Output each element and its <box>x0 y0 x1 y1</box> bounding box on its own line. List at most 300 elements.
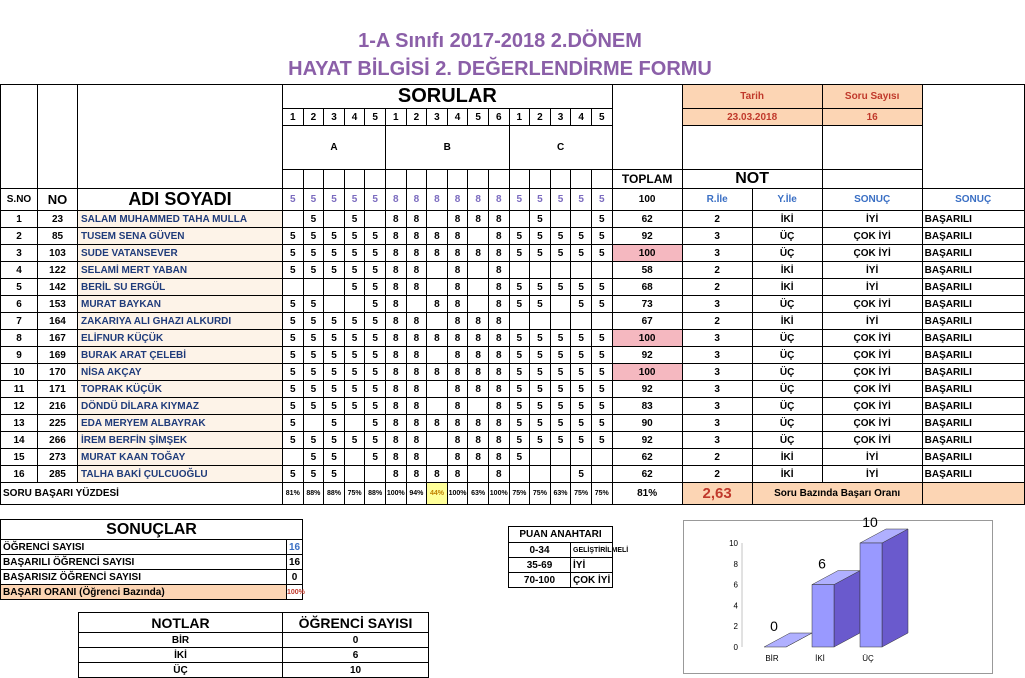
student-name: SALAM MUHAMMED TAHA MULLA <box>78 211 283 228</box>
tarih-label: Tarih <box>682 85 822 109</box>
score-cell: 5 <box>550 364 571 381</box>
score-cell: 5 <box>283 381 304 398</box>
score-cell <box>571 313 592 330</box>
table-row <box>1 211 1025 228</box>
student-sno: 4 <box>1 262 38 279</box>
question-points: 5 <box>571 189 592 211</box>
score-cell: 5 <box>324 381 345 398</box>
question-number: 3 <box>550 109 571 126</box>
score-cell: 5 <box>591 211 612 228</box>
score-cell <box>303 415 324 432</box>
score-cell: 5 <box>365 432 386 449</box>
score-cell <box>550 313 571 330</box>
student-no: 171 <box>38 381 78 398</box>
score-cell <box>550 211 571 228</box>
score-cell: 8 <box>447 449 468 466</box>
score-cell: 5 <box>509 449 530 466</box>
score-cell: 5 <box>303 466 324 483</box>
student-y-ile: İKİ <box>752 211 822 228</box>
student-sno: 6 <box>1 296 38 313</box>
score-cell: 5 <box>365 228 386 245</box>
student-no: 169 <box>38 347 78 364</box>
student-r-ile: 3 <box>682 228 752 245</box>
score-cell <box>427 279 448 296</box>
y-tick-label: 10 <box>729 539 738 548</box>
score-cell: 5 <box>344 228 365 245</box>
score-cell <box>468 398 489 415</box>
table-row <box>1 381 1025 398</box>
score-cell <box>468 296 489 313</box>
score-cell: 5 <box>571 347 592 364</box>
score-cell: 5 <box>550 432 571 449</box>
student-basari: BAŞARILI <box>922 432 1024 449</box>
score-cell: 8 <box>468 449 489 466</box>
score-cell: 5 <box>591 279 612 296</box>
student-y-ile: ÜÇ <box>752 228 822 245</box>
student-total: 92 <box>612 381 682 398</box>
results-label: BAŞARI ORANI (Öğrenci Bazında) <box>1 585 287 600</box>
bar-top <box>764 633 812 647</box>
table-row <box>1 398 1025 415</box>
student-name: MURAT KAAN TOĞAY <box>78 449 283 466</box>
score-cell: 5 <box>324 415 345 432</box>
score-cell <box>427 347 448 364</box>
score-cell <box>344 415 365 432</box>
sonuc-header: SONUÇ <box>822 189 922 211</box>
score-cell: 8 <box>427 364 448 381</box>
results-value: 100% <box>287 585 303 600</box>
score-cell: 5 <box>303 296 324 313</box>
score-cell: 8 <box>488 466 509 483</box>
score-cell: 5 <box>324 347 345 364</box>
bar <box>812 585 834 647</box>
notes-value: 6 <box>283 648 429 663</box>
score-cell: 5 <box>303 347 324 364</box>
score-cell <box>303 279 324 296</box>
data-label: 6 <box>818 555 826 572</box>
category-label: BİR <box>765 654 779 663</box>
score-cell <box>324 211 345 228</box>
student-total: 67 <box>612 313 682 330</box>
student-basari: BAŞARILI <box>922 279 1024 296</box>
score-cell: 8 <box>385 347 406 364</box>
notes-header: NOTLAR <box>79 613 283 633</box>
grade-distribution-chart <box>683 514 993 674</box>
header-blank <box>612 85 682 170</box>
score-cell: 8 <box>385 466 406 483</box>
header-blank <box>324 170 345 189</box>
score-cell: 5 <box>344 211 365 228</box>
score-cell <box>427 449 448 466</box>
score-cell: 5 <box>283 347 304 364</box>
category-label: ÜÇ <box>862 654 874 663</box>
score-cell: 5 <box>591 364 612 381</box>
score-cell: 5 <box>530 330 551 347</box>
score-cell: 5 <box>303 262 324 279</box>
points-total: 100 <box>612 189 682 211</box>
score-cell: 5 <box>591 415 612 432</box>
key-label: GELİŞTİRİLMELİ <box>571 543 613 558</box>
question-number: 5 <box>591 109 612 126</box>
question-percent: 88% <box>365 483 386 505</box>
question-points: 8 <box>385 189 406 211</box>
score-cell: 5 <box>365 262 386 279</box>
score-cell: 5 <box>530 364 551 381</box>
score-cell: 8 <box>447 330 468 347</box>
score-cell: 8 <box>385 313 406 330</box>
table-row <box>509 558 613 573</box>
student-basari: BAŞARILI <box>922 313 1024 330</box>
score-cell: 8 <box>468 211 489 228</box>
header-blank <box>509 170 530 189</box>
table-row <box>1 449 1025 466</box>
question-percent: 63% <box>550 483 571 505</box>
y-tick-label: 4 <box>733 601 738 611</box>
score-cell: 5 <box>571 364 592 381</box>
key-range: 70-100 <box>509 573 571 588</box>
score-cell: 5 <box>530 381 551 398</box>
score-cell <box>550 262 571 279</box>
score-cell: 8 <box>406 381 427 398</box>
score-cell: 5 <box>571 466 592 483</box>
score-cell: 5 <box>509 415 530 432</box>
score-cell: 5 <box>571 296 592 313</box>
student-sonuc: ÇOK İYİ <box>822 381 922 398</box>
score-cell: 5 <box>530 398 551 415</box>
score-cell: 5 <box>550 279 571 296</box>
score-cell: 5 <box>591 245 612 262</box>
score-cell: 5 <box>303 449 324 466</box>
score-cell: 5 <box>324 364 345 381</box>
score-cell: 8 <box>385 228 406 245</box>
score-cell: 5 <box>509 347 530 364</box>
score-cell <box>509 262 530 279</box>
table-row <box>1 189 1025 211</box>
table-row <box>1 432 1025 449</box>
score-cell: 8 <box>447 279 468 296</box>
score-cell: 5 <box>365 296 386 313</box>
score-cell: 8 <box>488 415 509 432</box>
avg-label: Soru Bazında Başarı Oranı <box>752 483 922 505</box>
score-cell: 8 <box>406 466 427 483</box>
student-y-ile: İKİ <box>752 449 822 466</box>
student-sno: 14 <box>1 432 38 449</box>
score-cell <box>283 279 304 296</box>
results-value: 16 <box>287 555 303 570</box>
score-cell: 5 <box>303 330 324 347</box>
score-cell: 8 <box>385 398 406 415</box>
student-sonuc: ÇOK İYİ <box>822 330 922 347</box>
student-sonuc: ÇOK İYİ <box>822 415 922 432</box>
score-cell: 5 <box>571 330 592 347</box>
total-percent: 81% <box>612 483 682 505</box>
score-cell: 5 <box>303 313 324 330</box>
score-cell: 8 <box>427 466 448 483</box>
student-total: 62 <box>612 449 682 466</box>
student-y-ile: ÜÇ <box>752 245 822 262</box>
score-cell: 5 <box>283 228 304 245</box>
score-cell: 5 <box>344 279 365 296</box>
table-row <box>79 663 429 678</box>
score-cell: 5 <box>344 381 365 398</box>
student-total: 92 <box>612 432 682 449</box>
question-points: 5 <box>344 189 365 211</box>
header-blank <box>922 85 1024 189</box>
question-number: 1 <box>385 109 406 126</box>
header-blank <box>530 170 551 189</box>
student-basari: BAŞARILI <box>922 296 1024 313</box>
group-b-header: B <box>385 126 509 170</box>
question-number: 2 <box>303 109 324 126</box>
score-cell: 5 <box>344 347 365 364</box>
question-number: 5 <box>365 109 386 126</box>
score-cell: 5 <box>571 228 592 245</box>
student-name: DÖNDÜ DİLARA KIYMAZ <box>78 398 283 415</box>
score-cell <box>365 466 386 483</box>
sno-header: S.NO <box>1 189 38 211</box>
score-cell <box>427 262 448 279</box>
score-cell: 8 <box>406 245 427 262</box>
score-cell <box>283 449 304 466</box>
score-cell: 8 <box>385 381 406 398</box>
student-name: MURAT BAYKAN <box>78 296 283 313</box>
student-y-ile: ÜÇ <box>752 415 822 432</box>
student-y-ile: ÜÇ <box>752 432 822 449</box>
data-label: 0 <box>770 618 778 634</box>
score-cell: 8 <box>406 313 427 330</box>
header-blank <box>571 170 592 189</box>
student-no: 103 <box>38 245 78 262</box>
student-sonuc: ÇOK İYİ <box>822 296 922 313</box>
score-cell: 5 <box>365 347 386 364</box>
table-row <box>79 613 429 633</box>
student-total: 58 <box>612 262 682 279</box>
student-basari: BAŞARILI <box>922 211 1024 228</box>
student-name: TUSEM SENA GÜVEN <box>78 228 283 245</box>
student-sonuc: ÇOK İYİ <box>822 398 922 415</box>
student-no: 225 <box>38 415 78 432</box>
score-cell: 8 <box>468 432 489 449</box>
score-cell <box>591 262 612 279</box>
score-cell: 8 <box>406 211 427 228</box>
score-key-table <box>508 526 629 588</box>
y-tick-label: 8 <box>733 559 738 569</box>
question-number: 3 <box>324 109 345 126</box>
score-cell: 5 <box>591 330 612 347</box>
student-sno: 1 <box>1 211 38 228</box>
header-blank <box>78 85 283 189</box>
score-cell: 5 <box>571 279 592 296</box>
notes-label: ÜÇ <box>79 663 283 678</box>
score-cell: 8 <box>385 262 406 279</box>
score-cell: 8 <box>488 313 509 330</box>
student-total: 92 <box>612 228 682 245</box>
header-blank <box>822 126 922 170</box>
score-cell <box>591 466 612 483</box>
student-total: 92 <box>612 347 682 364</box>
student-sonuc: ÇOK İYİ <box>822 245 922 262</box>
table-row <box>1 585 303 600</box>
score-cell: 8 <box>406 449 427 466</box>
student-sonuc: ÇOK İYİ <box>822 228 922 245</box>
header-blank <box>488 170 509 189</box>
score-cell: 5 <box>324 245 345 262</box>
student-no: 85 <box>38 228 78 245</box>
results-label: ÖĞRENCİ SAYISI <box>1 540 287 555</box>
question-number: 4 <box>447 109 468 126</box>
score-cell: 8 <box>447 313 468 330</box>
score-cell: 5 <box>283 466 304 483</box>
notes-label: BİR <box>79 633 283 648</box>
table-row <box>1 540 303 555</box>
category-label: İKİ <box>815 654 825 663</box>
sonuc-header-2: SONUÇ <box>922 189 1024 211</box>
score-cell: 5 <box>303 364 324 381</box>
question-percent: 100% <box>385 483 406 505</box>
score-cell: 8 <box>488 381 509 398</box>
score-cell <box>427 211 448 228</box>
score-cell: 5 <box>283 262 304 279</box>
student-sonuc: İYİ <box>822 449 922 466</box>
student-basari: BAŞARILI <box>922 415 1024 432</box>
score-cell: 5 <box>283 364 304 381</box>
key-range: 0-34 <box>509 543 571 558</box>
student-sonuc: ÇOK İYİ <box>822 347 922 364</box>
score-cell: 8 <box>468 415 489 432</box>
key-title: PUAN ANAHTARI <box>509 527 613 543</box>
student-basari: BAŞARILI <box>922 381 1024 398</box>
score-cell: 8 <box>447 296 468 313</box>
score-cell: 8 <box>447 228 468 245</box>
score-cell: 5 <box>303 398 324 415</box>
score-cell: 8 <box>427 245 448 262</box>
student-sno: 11 <box>1 381 38 398</box>
student-name: NİSA AKÇAY <box>78 364 283 381</box>
student-sonuc: İYİ <box>822 211 922 228</box>
score-cell: 8 <box>447 415 468 432</box>
score-cell <box>427 432 448 449</box>
tarih-value: 23.03.2018 <box>682 109 822 126</box>
score-cell: 5 <box>571 415 592 432</box>
table-row <box>79 648 429 663</box>
score-cell: 5 <box>550 398 571 415</box>
score-cell <box>550 466 571 483</box>
score-cell: 8 <box>385 245 406 262</box>
score-cell: 8 <box>406 364 427 381</box>
score-cell: 5 <box>550 245 571 262</box>
student-no: 167 <box>38 330 78 347</box>
question-percent: 100% <box>447 483 468 505</box>
score-cell: 5 <box>365 364 386 381</box>
score-cell: 8 <box>488 228 509 245</box>
student-r-ile: 3 <box>682 245 752 262</box>
score-cell: 5 <box>303 228 324 245</box>
bar-side <box>882 529 908 647</box>
score-cell: 8 <box>385 211 406 228</box>
student-name: TALHA BAKİ ÇULCUOĞLU <box>78 466 283 483</box>
score-cell: 5 <box>303 211 324 228</box>
score-cell: 5 <box>509 279 530 296</box>
student-no: 266 <box>38 432 78 449</box>
score-cell: 8 <box>447 211 468 228</box>
bar <box>860 543 882 647</box>
score-cell: 5 <box>591 381 612 398</box>
table-row <box>1 228 1025 245</box>
student-basari: BAŞARILI <box>922 398 1024 415</box>
student-name: BERİL SU ERGÜL <box>78 279 283 296</box>
score-cell: 8 <box>385 296 406 313</box>
score-cell <box>344 296 365 313</box>
header-blank <box>682 126 822 170</box>
score-cell: 5 <box>571 245 592 262</box>
student-total: 90 <box>612 415 682 432</box>
question-points: 5 <box>324 189 345 211</box>
score-cell: 8 <box>406 330 427 347</box>
table-row <box>1 364 1025 381</box>
score-cell: 5 <box>530 245 551 262</box>
score-cell: 5 <box>344 364 365 381</box>
student-basari: BAŞARILI <box>922 466 1024 483</box>
score-cell: 5 <box>591 398 612 415</box>
data-label: 10 <box>862 514 878 530</box>
score-cell: 5 <box>509 364 530 381</box>
table-row <box>1 262 1025 279</box>
student-y-ile: ÜÇ <box>752 347 822 364</box>
score-cell: 5 <box>509 245 530 262</box>
score-cell: 8 <box>488 364 509 381</box>
score-cell <box>591 313 612 330</box>
score-cell: 5 <box>324 262 345 279</box>
student-basari: BAŞARILI <box>922 364 1024 381</box>
r-ile-header: R.İle <box>682 189 752 211</box>
score-cell: 8 <box>488 347 509 364</box>
footer-blank <box>922 483 1024 505</box>
student-basari: BAŞARILI <box>922 245 1024 262</box>
score-cell: 5 <box>365 449 386 466</box>
results-value: 16 <box>287 540 303 555</box>
student-total: 73 <box>612 296 682 313</box>
score-cell: 8 <box>488 279 509 296</box>
table-row <box>1 279 1025 296</box>
score-cell <box>550 449 571 466</box>
score-cell <box>591 449 612 466</box>
student-sno: 7 <box>1 313 38 330</box>
question-points: 5 <box>530 189 551 211</box>
score-cell: 8 <box>406 347 427 364</box>
question-percent: 81% <box>283 483 304 505</box>
score-cell: 5 <box>550 415 571 432</box>
student-sno: 10 <box>1 364 38 381</box>
student-no: 23 <box>38 211 78 228</box>
score-cell: 8 <box>385 364 406 381</box>
question-number: 2 <box>530 109 551 126</box>
student-r-ile: 2 <box>682 262 752 279</box>
student-y-ile: ÜÇ <box>752 398 822 415</box>
question-number: 2 <box>406 109 427 126</box>
score-cell <box>324 279 345 296</box>
score-cell: 5 <box>283 432 304 449</box>
score-cell <box>283 211 304 228</box>
score-cell <box>550 296 571 313</box>
student-no: 164 <box>38 313 78 330</box>
score-cell <box>571 449 592 466</box>
score-cell: 5 <box>509 432 530 449</box>
header-blank <box>38 85 78 189</box>
score-cell: 5 <box>550 381 571 398</box>
score-cell: 8 <box>468 313 489 330</box>
score-cell: 5 <box>591 228 612 245</box>
score-cell: 5 <box>530 432 551 449</box>
